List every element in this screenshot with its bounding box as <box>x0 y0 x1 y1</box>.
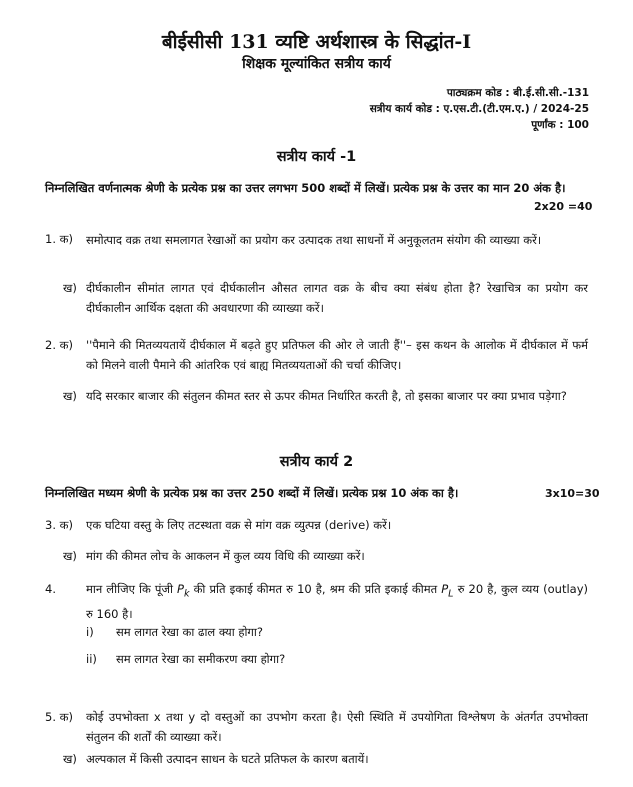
max-marks: पूर्णांक : 100 <box>531 119 589 131</box>
assignment-code: सत्रीय कार्य कोड : ए.एस.टी.(टी.एम.ए.) / 2024-25 <box>369 103 589 115</box>
document-title: बीईसीसी 131 व्यष्टि अर्थशास्त्र के सिद्धांत-I <box>161 31 472 53</box>
q2b-text: यदि सरकार बाजार की संतुलन कीमत स्तर से ऊपर कीमत निर्धारित करती है, तो इसका बाजार पर क्या प्रभाव पड़ेगा? <box>86 389 567 403</box>
document-subtitle: शिक्षक मूल्यांकित सत्रीय कार्य <box>242 56 391 72</box>
q5-number: 5. क) <box>45 710 73 724</box>
q4-text-part3: रु 20 है, कुल <box>457 582 518 596</box>
section-1-heading: सत्रीय कार्य -1 <box>276 149 357 165</box>
q3-number: 3. क) <box>45 518 73 532</box>
section-2-heading: सत्रीय कार्य 2 <box>279 454 354 470</box>
labour-price-letter: P <box>441 582 449 596</box>
q5a-text: कोई उपभोक्ता x तथा y दो वस्तुओं का उपभोग करता है। ऐसी स्थिति में उपयोगिता विश्लेषण के अंतर्गत उपभोक्ता संतुलन की शर्तों की व्याख्या करें। <box>86 710 588 744</box>
section-1-marks: 2x20 =40 <box>534 200 593 213</box>
q2a-text: ''पैमाने की मितव्ययतायें दीर्घकाल में बढ़ते हुए प्रतिफल की ओर ले जाती हैं''– इस कथन के आलोक में दीर्घकाल में फर्म को मिलने वाली पैमाने की आंतरिक एवं बाह्य मितव्ययताओं की चर्चा कीजिए। <box>86 338 588 372</box>
q4-text <box>86 579 588 624</box>
q1b-label: ख) <box>63 281 77 295</box>
section-2-marks: 3x10=30 <box>545 487 600 500</box>
q5b-label: ख) <box>63 752 77 766</box>
q5b-text: अल्पकाल में किसी उत्पादन साधन के घटते प्रतिफल के कारण बतायें। <box>86 752 369 766</box>
q4-number: 4. <box>45 582 56 596</box>
section-2-instruction: निम्नलिखित मध्यम श्रेणी के प्रत्येक प्रश्न का उत्तर 250 शब्दों में लिखें। प्रत्येक प्रश्न 10 अंक का है। <box>45 486 459 500</box>
q4-text-part4: व्यय (outlay) रु 160 है। <box>86 582 588 622</box>
q2b-label: ख) <box>63 389 77 403</box>
q4-text-part2: की प्रति इकाई कीमत रु 10 है, श्रम की प्रति इकाई कीमत <box>193 582 442 596</box>
q1-number: 1. क) <box>45 232 73 246</box>
q4-text-part1: मान लीजिए कि पूंजी <box>86 582 178 596</box>
q4-i-text: सम लागत रेखा का ढाल क्या होगा? <box>116 625 263 639</box>
labour-price-subscript: L <box>448 588 454 600</box>
q1b-text: दीर्घकालीन सीमांत लागत एवं दीर्घकालीन औसत लागत वक्र के बीच क्या संबंध होता है? रेखाचित्र का प्रयोग कर दीर्घकालीन आर्थिक दक्षता की अवधारणा की व्याख्या करें। <box>86 281 588 315</box>
q2-number: 2. क) <box>45 338 73 352</box>
capital-price-subscript: k <box>183 588 190 600</box>
q3a-text: एक घटिया वस्तु के लिए तटस्थता वक्र से मांग वक्र व्युत्पन्न (derive) करें। <box>86 518 392 532</box>
q4-i-label: i) <box>86 625 94 639</box>
labour-price-symbol <box>441 582 454 600</box>
q4-ii-text: सम लागत रेखा का समीकरण क्या होगा? <box>116 652 286 666</box>
capital-price-letter: P <box>177 582 184 596</box>
capital-price-symbol <box>177 582 190 600</box>
q1a-text: समोत्पाद वक्र तथा समलागत रेखाओं का प्रयोग कर उत्पादक तथा साधनों में अनुकूलतम संयोग की व्याख्या करें। <box>86 233 542 247</box>
q3b-label: ख) <box>63 549 77 563</box>
course-code: पाठ्यक्रम कोड : बी.ई.सी.सी.-131 <box>446 87 589 99</box>
q3b-text: मांग की कीमत लोच के आकलन में कुल व्यय विधि की व्याख्या करें। <box>86 549 365 563</box>
q4-ii-label: ii) <box>86 652 97 666</box>
section-1-instruction: निम्नलिखित वर्णनात्मक श्रेणी के प्रत्येक प्रश्न का उत्तर लगभग 500 शब्दों में लिखें। प्रत्येक प्रश्न के उत्तर का मान 20 अंक है। <box>45 181 566 195</box>
